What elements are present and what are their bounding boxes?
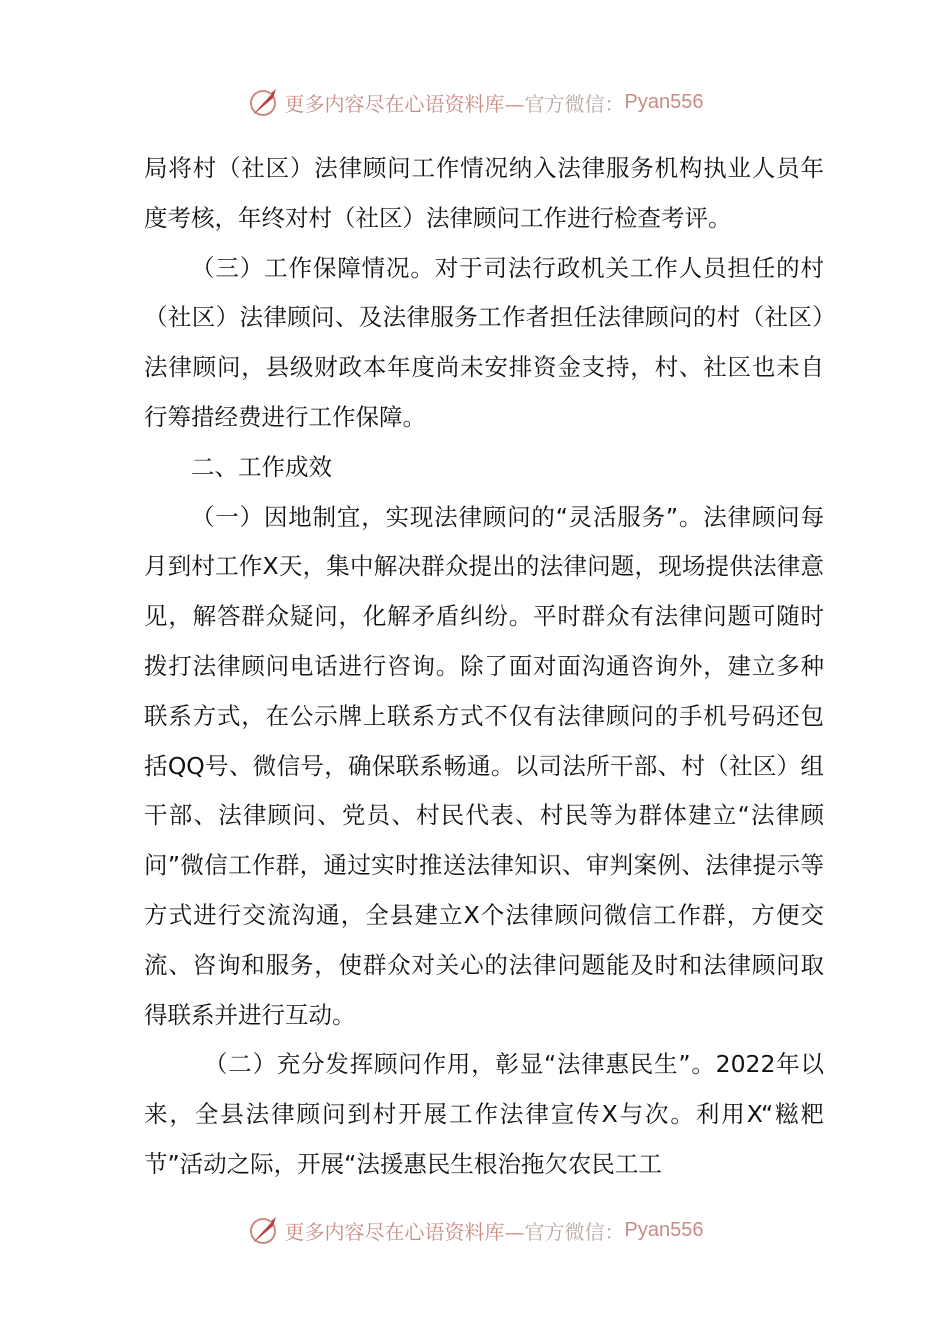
document-body [144,144,824,1190]
quill-pen-icon [247,85,281,119]
quill-pen-icon [247,1213,281,1247]
paragraph-flexible-service: （一）因地制宜，实现法律顾问的“灵活服务”。法律顾问每月到村工作X天，集中解决群众提出的法律问题，现场提供法律意见，解答群众疑问，化解矛盾纠纷。平时群众有法律问题可随时拨打法律顾问电话进行咨询。除了面对面沟通咨询外，建立多种联系方式，在公示牌上联系方式不仅有法律顾问的手机号码还包括QQ号、微信号，确保联系畅通。以司法所干部、村（社区）组干部、法律顾问、党员、村民代表、村民等为群体建立“法律顾问”微信工作群，通过实时推送法律知识、审判案例、法律提示等方式进行交流沟通，全县建立X个法律顾问微信工作群，方便交流、咨询和服务，使群众对关心的法律问题能及时和法律顾问取得联系并进行互动。 [144,502,824,1029]
watermark-wechat-id: Pyan556 [624,90,704,113]
watermark-banner-top [0,82,950,122]
watermark-banner-bottom [0,1210,950,1250]
watermark-text: 更多内容尽在心语资料库— [284,1219,525,1244]
paragraph-continuation: 局将村（社区）法律顾问工作情况纳入法律服务机构执业人员年度考核，年终对村（社区）法律顾问工作进行检查考评。 [144,154,824,232]
paragraph-legal-benefit: （二）充分发挥顾问作用，彰显“法律惠民生”。2022年以来，全县法律顾问到村开展工作法律宣传X与次。利用X“糍粑节”活动之际，开展“法援惠民生根治拖欠农民工工 [144,1050,824,1178]
watermark-wechat-label: 官方微信： [524,1219,625,1244]
watermark-wechat-id: Pyan556 [624,1218,704,1241]
paragraph-work-guarantee: （三）工作保障情况。对于司法行政机关工作人员担任的村（社区）法律顾问、及法律服务工作者担任法律顾问的村（社区）法律顾问，县级财政本年度尚未安排资金支持，村、社区也未自行筹措经费进行工作保障。 [144,253,824,431]
watermark-wechat-label: 官方微信： [524,91,625,116]
section-heading-work-results: 二、工作成效 [191,452,332,481]
watermark-text: 更多内容尽在心语资料库— [284,91,525,116]
